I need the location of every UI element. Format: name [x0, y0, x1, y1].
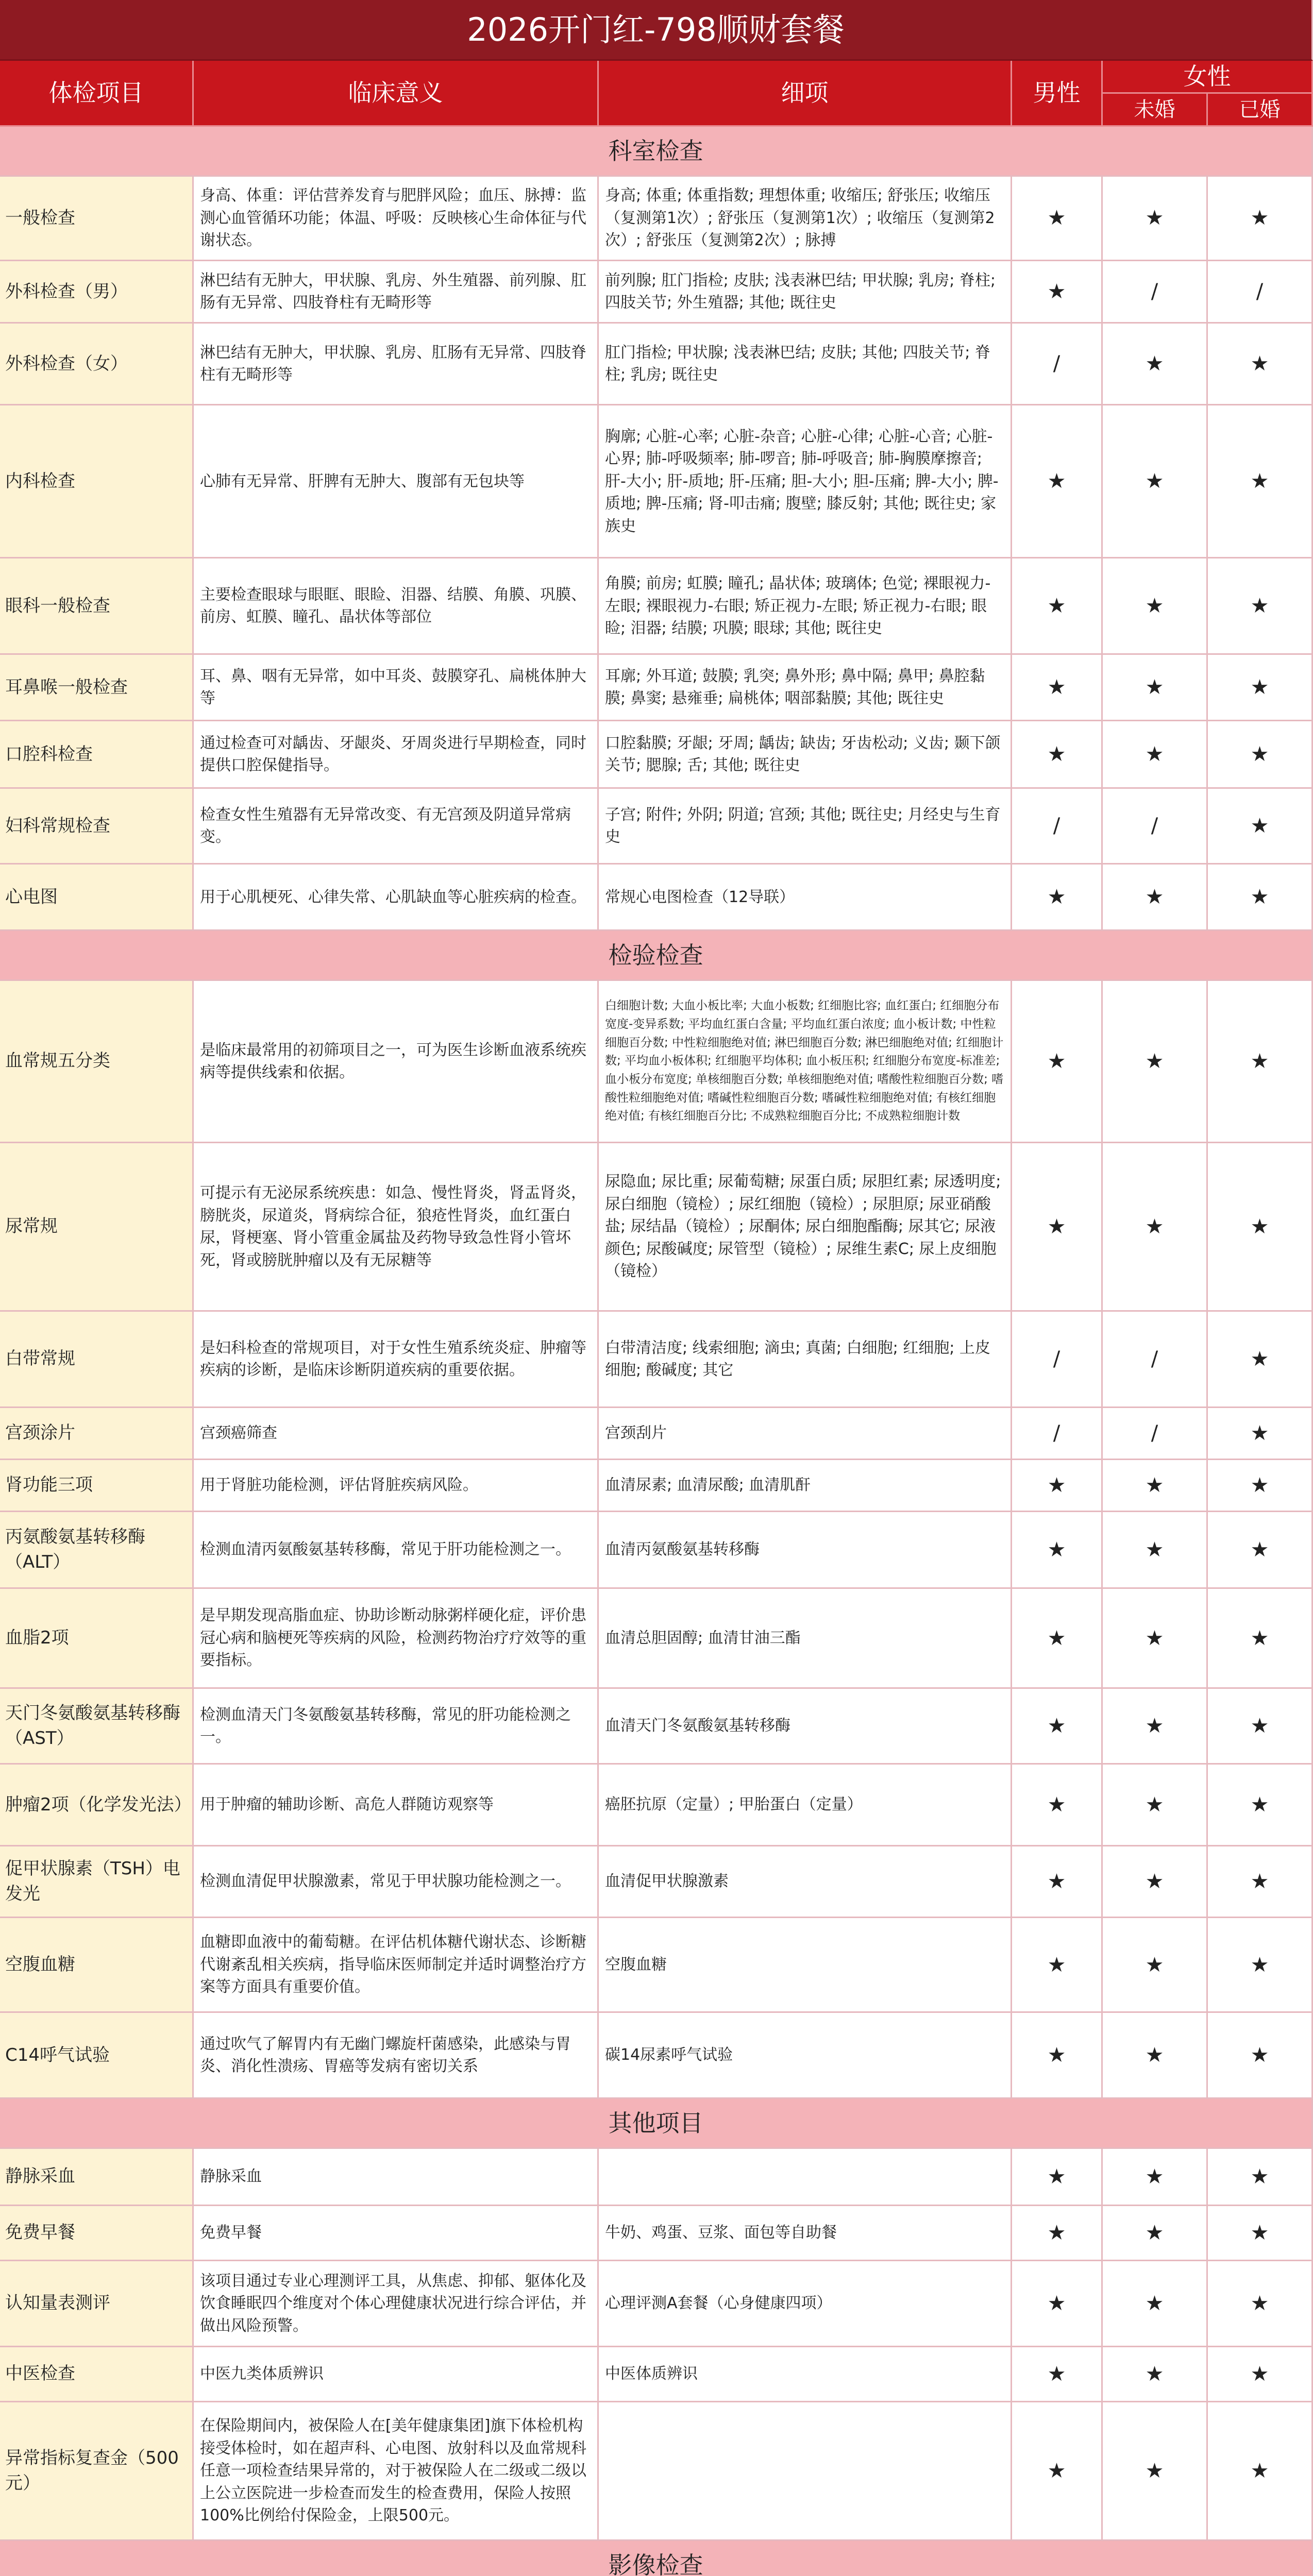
header-female: 女性 [1103, 61, 1313, 94]
clinical-meaning: 检查女性生殖器有无异常改变、有无宫颈及阴道异常病变。 [194, 789, 599, 865]
male-mark: ★ [1012, 1512, 1103, 1589]
male-mark: ★ [1012, 2149, 1103, 2206]
clinical-meaning: 主要检查眼球与眼眶、眼睑、泪器、结膜、角膜、巩膜、前房、虹膜、瞳孔、晶状体等部位 [194, 558, 599, 655]
female-married-mark: ★ [1208, 1408, 1313, 1460]
clinical-meaning: 是妇科检查的常规项目，对于女性生殖系统炎症、肿瘤等疾病的诊断，是临床诊断阴道疾病的重要依据。 [194, 1312, 599, 1408]
clinical-meaning: 检测血清天门冬氨酸氨基转移酶，常见的肝功能检测之一。 [194, 1689, 599, 1765]
item-name: 天门冬氨酸氨基转移酶（AST） [0, 1689, 194, 1765]
header-male: 男性 [1012, 61, 1103, 127]
male-mark: ★ [1012, 1460, 1103, 1512]
male-mark: ★ [1012, 1589, 1103, 1689]
item-details: 胸廓; 心脏-心率; 心脏-杂音; 心脏-心律; 心脏-心音; 心脏-心界; 肺-呼吸频率; 肺-啰音; 肺-呼吸音; 肺-胸膜摩擦音; 肝-大小; 肝-质地; 肝-压痛; 胆-大小; 胆-压痛; 脾-大小; 脾-质地; 脾-压痛; 肾-叩击痛; 腹壁; 膝反射; 其他; 既往史; 家族史 [599, 405, 1012, 558]
female-married-mark: / [1208, 261, 1313, 324]
male-mark: ★ [1012, 865, 1103, 931]
item-details [599, 2149, 1012, 2206]
item-details: 血清总胆固醇; 血清甘油三酯 [599, 1589, 1012, 1689]
male-mark: ★ [1012, 261, 1103, 324]
item-name: 静脉采血 [0, 2149, 194, 2206]
female-married-mark: ★ [1208, 1765, 1313, 1846]
female-unmarried-mark: ★ [1103, 2402, 1208, 2541]
female-unmarried-mark: / [1103, 789, 1208, 865]
male-mark: ★ [1012, 2347, 1103, 2402]
female-unmarried-mark: ★ [1103, 558, 1208, 655]
clinical-meaning: 用于心肌梗死、心律失常、心肌缺血等心脏疾病的检查。 [194, 865, 599, 931]
clinical-meaning: 免费早餐 [194, 2206, 599, 2261]
item-name: 中医检查 [0, 2347, 194, 2402]
item-details: 碳14尿素呼气试验 [599, 2013, 1012, 2099]
male-mark: ★ [1012, 2206, 1103, 2261]
item-name: 血常规五分类 [0, 981, 194, 1143]
female-unmarried-mark: ★ [1103, 865, 1208, 931]
male-mark: / [1012, 324, 1103, 405]
female-unmarried-mark: ★ [1103, 1918, 1208, 2013]
female-married-mark: ★ [1208, 2402, 1313, 2541]
item-details: 白细胞计数; 大血小板比率; 大血小板数; 红细胞比容; 血红蛋白; 红细胞分布宽度-变异系数; 平均血红蛋白含量; 平均血红蛋白浓度; 血小板计数; 中性粒细胞百分数; 中性粒细胞绝对值; 淋巴细胞百分数; 淋巴细胞绝对值; 红细胞计数; 平均血小板体积; 红细胞平均体积; 血小板压积; 红细胞分布宽度-标准差; 血小板分布宽度; 单核细胞百分数; 单核细胞绝对值; 嗜酸性粒细胞百分数; 嗜酸性粒细胞绝对值; 嗜碱性粒细胞百分数; 嗜碱性粒细胞绝对值; 有核红细胞绝对值; 有核红细胞百分比; 不成熟粒细胞百分比; 不成熟粒细胞计数 [599, 981, 1012, 1143]
package-title: 2026开门红-798顺财套餐 [0, 0, 1313, 61]
female-unmarried-mark: / [1103, 1312, 1208, 1408]
female-married-mark: ★ [1208, 2206, 1313, 2261]
header-unmarried: 未婚 [1103, 94, 1208, 127]
male-mark: ★ [1012, 1918, 1103, 2013]
male-mark: ★ [1012, 405, 1103, 558]
male-mark: ★ [1012, 1689, 1103, 1765]
item-details: 耳廓; 外耳道; 鼓膜; 乳突; 鼻外形; 鼻中隔; 鼻甲; 鼻腔黏膜; 鼻窦; 悬雍垂; 扁桃体; 咽部黏膜; 其他; 既往史 [599, 655, 1012, 721]
item-name: 促甲状腺素（TSH）电发光 [0, 1846, 194, 1918]
female-unmarried-mark: ★ [1103, 2347, 1208, 2402]
item-name: 内科检查 [0, 405, 194, 558]
female-married-mark: ★ [1208, 1512, 1313, 1589]
female-married-mark: ★ [1208, 1312, 1313, 1408]
male-mark: / [1012, 1312, 1103, 1408]
female-married-mark: ★ [1208, 981, 1313, 1143]
female-unmarried-mark: ★ [1103, 1589, 1208, 1689]
item-name: 眼科一般检查 [0, 558, 194, 655]
item-details: 牛奶、鸡蛋、豆浆、面包等自助餐 [599, 2206, 1012, 2261]
item-details [599, 2402, 1012, 2541]
item-details: 血清促甲状腺激素 [599, 1846, 1012, 1918]
clinical-meaning: 在保险期间内，被保险人在[美年健康集团]旗下体检机构接受体检时，如在超声科、心电图、放射科以及血常规科任意一项检查结果异常的，对于被保险人在二级或二级以上公立医院进一步检查而发生的检查费用，保险人按照100%比例给付保险金，上限500元。 [194, 2402, 599, 2541]
male-mark: ★ [1012, 721, 1103, 789]
clinical-meaning: 淋巴结有无肿大，甲状腺、乳房、肛肠有无异常、四肢脊柱有无畸形等 [194, 324, 599, 405]
female-unmarried-mark: ★ [1103, 2013, 1208, 2099]
clinical-meaning: 是早期发现高脂血症、协助诊断动脉粥样硬化症，评价患冠心病和脑梗死等疾病的风险，检测药物治疗疗效等的重要指标。 [194, 1589, 599, 1689]
item-details: 肛门指检; 甲状腺; 浅表淋巴结; 皮肤; 其他; 四肢关节; 脊柱; 乳房; 既往史 [599, 324, 1012, 405]
female-unmarried-mark: ★ [1103, 1143, 1208, 1312]
item-name: 血脂2项 [0, 1589, 194, 1689]
female-married-mark: ★ [1208, 324, 1313, 405]
male-mark: ★ [1012, 177, 1103, 262]
male-mark: ★ [1012, 2402, 1103, 2541]
male-mark: / [1012, 789, 1103, 865]
section-header: 影像检查 [0, 2541, 1313, 2576]
male-mark: ★ [1012, 1765, 1103, 1846]
item-details: 前列腺; 肛门指检; 皮肤; 浅表淋巴结; 甲状腺; 乳房; 脊柱; 四肢关节; 外生殖器; 其他; 既往史 [599, 261, 1012, 324]
item-name: 宫颈涂片 [0, 1408, 194, 1460]
clinical-meaning: 宫颈癌筛查 [194, 1408, 599, 1460]
item-name: 外科检查（女） [0, 324, 194, 405]
item-details: 白带清洁度; 线索细胞; 滴虫; 真菌; 白细胞; 红细胞; 上皮细胞; 酸碱度; 其它 [599, 1312, 1012, 1408]
clinical-meaning: 检测血清促甲状腺激素，常见于甲状腺功能检测之一。 [194, 1846, 599, 1918]
header-meaning: 临床意义 [194, 61, 599, 127]
item-name: 异常指标复查金（500元） [0, 2402, 194, 2541]
clinical-meaning: 用于肾脏功能检测，评估肾脏疾病风险。 [194, 1460, 599, 1512]
item-name: 白带常规 [0, 1312, 194, 1408]
female-married-mark: ★ [1208, 2347, 1313, 2402]
clinical-meaning: 耳、鼻、咽有无异常，如中耳炎、鼓膜穿孔、扁桃体肿大等 [194, 655, 599, 721]
item-name: 丙氨酸氨基转移酶（ALT） [0, 1512, 194, 1589]
clinical-meaning: 该项目通过专业心理测评工具，从焦虑、抑郁、躯体化及饮食睡眠四个维度对个体心理健康状况进行综合评估，并做出风险预警。 [194, 2261, 599, 2347]
female-unmarried-mark: ★ [1103, 981, 1208, 1143]
male-mark: / [1012, 1408, 1103, 1460]
male-mark: ★ [1012, 981, 1103, 1143]
female-married-mark: ★ [1208, 1460, 1313, 1512]
female-unmarried-mark: ★ [1103, 1512, 1208, 1589]
item-name: 尿常规 [0, 1143, 194, 1312]
item-details: 癌胚抗原（定量）; 甲胎蛋白（定量） [599, 1765, 1012, 1846]
item-details: 身高; 体重; 体重指数; 理想体重; 收缩压; 舒张压; 收缩压（复测第1次）; 舒张压（复测第1次）; 收缩压（复测第2次）; 舒张压（复测第2次）; 脉搏 [599, 177, 1012, 262]
item-name: 心电图 [0, 865, 194, 931]
female-married-mark: ★ [1208, 1143, 1313, 1312]
clinical-meaning: 血糖即血液中的葡萄糖。在评估机体糖代谢状态、诊断糖代谢紊乱相关疾病，指导临床医师制定并适时调整治疗方案等方面具有重要价值。 [194, 1918, 599, 2013]
item-details: 角膜; 前房; 虹膜; 瞳孔; 晶状体; 玻璃体; 色觉; 裸眼视力-左眼; 裸眼视力-右眼; 矫正视力-左眼; 矫正视力-右眼; 眼睑; 泪器; 结膜; 巩膜; 眼球; 其他; 既往史 [599, 558, 1012, 655]
item-name: 肾功能三项 [0, 1460, 194, 1512]
female-married-mark: ★ [1208, 405, 1313, 558]
female-unmarried-mark: ★ [1103, 1460, 1208, 1512]
item-details: 血清尿素; 血清尿酸; 血清肌酐 [599, 1460, 1012, 1512]
male-mark: ★ [1012, 655, 1103, 721]
female-unmarried-mark: ★ [1103, 177, 1208, 262]
female-unmarried-mark: ★ [1103, 2261, 1208, 2347]
female-married-mark: ★ [1208, 789, 1313, 865]
female-married-mark: ★ [1208, 721, 1313, 789]
female-unmarried-mark: / [1103, 1408, 1208, 1460]
item-name: 空腹血糖 [0, 1918, 194, 2013]
female-married-mark: ★ [1208, 558, 1313, 655]
item-name: C14呼气试验 [0, 2013, 194, 2099]
clinical-meaning: 通过吹气了解胃内有无幽门螺旋杆菌感染，此感染与胃炎、消化性溃疡、胃癌等发病有密切关系 [194, 2013, 599, 2099]
item-details: 口腔黏膜; 牙龈; 牙周; 龋齿; 缺齿; 牙齿松动; 义齿; 颞下颌关节; 腮腺; 舌; 其他; 既往史 [599, 721, 1012, 789]
female-married-mark: ★ [1208, 177, 1313, 262]
male-mark: ★ [1012, 1143, 1103, 1312]
clinical-meaning: 静脉采血 [194, 2149, 599, 2206]
clinical-meaning: 心肺有无异常、肝脾有无肿大、腹部有无包块等 [194, 405, 599, 558]
male-mark: ★ [1012, 558, 1103, 655]
female-married-mark: ★ [1208, 1689, 1313, 1765]
item-name: 口腔科检查 [0, 721, 194, 789]
clinical-meaning: 检测血清丙氨酸氨基转移酶，常见于肝功能检测之一。 [194, 1512, 599, 1589]
item-details: 血清天门冬氨酸氨基转移酶 [599, 1689, 1012, 1765]
female-married-mark: ★ [1208, 1846, 1313, 1918]
item-name: 外科检查（男） [0, 261, 194, 324]
female-unmarried-mark: ★ [1103, 721, 1208, 789]
item-name: 一般检查 [0, 177, 194, 262]
item-name: 肿瘤2项（化学发光法） [0, 1765, 194, 1846]
female-unmarried-mark: ★ [1103, 2206, 1208, 2261]
item-details: 子宫; 附件; 外阴; 阴道; 宫颈; 其他; 既往史; 月经史与生育史 [599, 789, 1012, 865]
female-married-mark: ★ [1208, 2149, 1313, 2206]
item-details: 尿隐血; 尿比重; 尿葡萄糖; 尿蛋白质; 尿胆红素; 尿透明度; 尿白细胞（镜检）; 尿红细胞（镜检）; 尿胆原; 尿亚硝酸盐; 尿结晶（镜检）; 尿酮体; 尿白细胞酯酶; 尿其它; 尿液颜色; 尿酸碱度; 尿管型（镜检）; 尿维生素C; 尿上皮细胞（镜检） [599, 1143, 1012, 1312]
female-unmarried-mark: / [1103, 261, 1208, 324]
section-header: 其他项目 [0, 2099, 1313, 2149]
item-details: 血清丙氨酸氨基转移酶 [599, 1512, 1012, 1589]
section-header: 检验检查 [0, 931, 1313, 981]
female-unmarried-mark: ★ [1103, 1846, 1208, 1918]
header-item: 体检项目 [0, 61, 194, 127]
female-married-mark: ★ [1208, 865, 1313, 931]
clinical-meaning: 是临床最常用的初筛项目之一，可为医生诊断血液系统疾病等提供线索和依据。 [194, 981, 599, 1143]
item-details: 心理评测A套餐（心身健康四项） [599, 2261, 1012, 2347]
male-mark: ★ [1012, 2013, 1103, 2099]
clinical-meaning: 淋巴结有无肿大，甲状腺、乳房、外生殖器、前列腺、肛肠有无异常、四肢脊柱有无畸形等 [194, 261, 599, 324]
female-married-mark: ★ [1208, 2261, 1313, 2347]
header-married: 已婚 [1208, 94, 1313, 127]
item-name: 免费早餐 [0, 2206, 194, 2261]
female-unmarried-mark: ★ [1103, 1689, 1208, 1765]
item-details: 常规心电图检查（12导联） [599, 865, 1012, 931]
item-name: 认知量表测评 [0, 2261, 194, 2347]
clinical-meaning: 可提示有无泌尿系统疾患：如急、慢性肾炎，肾盂肾炎，膀胱炎，尿道炎，肾病综合征，狼疮性肾炎，血红蛋白尿，肾梗塞、肾小管重金属盐及药物导致急性肾小管坏死，肾或膀胱肿瘤以及有无尿糖等 [194, 1143, 599, 1312]
header-detail: 细项 [599, 61, 1012, 127]
female-unmarried-mark: ★ [1103, 2149, 1208, 2206]
female-married-mark: ★ [1208, 1918, 1313, 2013]
female-unmarried-mark: ★ [1103, 405, 1208, 558]
female-unmarried-mark: ★ [1103, 1765, 1208, 1846]
male-mark: ★ [1012, 2261, 1103, 2347]
item-name: 妇科常规检查 [0, 789, 194, 865]
item-details: 宫颈刮片 [599, 1408, 1012, 1460]
clinical-meaning: 用于肿瘤的辅助诊断、高危人群随访观察等 [194, 1765, 599, 1846]
female-unmarried-mark: ★ [1103, 655, 1208, 721]
item-details: 空腹血糖 [599, 1918, 1012, 2013]
item-details: 中医体质辨识 [599, 2347, 1012, 2402]
male-mark: ★ [1012, 1846, 1103, 1918]
female-unmarried-mark: ★ [1103, 324, 1208, 405]
clinical-meaning: 中医九类体质辨识 [194, 2347, 599, 2402]
female-married-mark: ★ [1208, 655, 1313, 721]
female-married-mark: ★ [1208, 1589, 1313, 1689]
item-name: 耳鼻喉一般检查 [0, 655, 194, 721]
clinical-meaning: 通过检查可对龋齿、牙龈炎、牙周炎进行早期检查，同时提供口腔保健指导。 [194, 721, 599, 789]
section-header: 科室检查 [0, 127, 1313, 177]
female-married-mark: ★ [1208, 2013, 1313, 2099]
clinical-meaning: 身高、体重：评估营养发育与肥胖风险；血压、脉搏：监测心血管循环功能；体温、呼吸：反映核心生命体征与代谢状态。 [194, 177, 599, 262]
